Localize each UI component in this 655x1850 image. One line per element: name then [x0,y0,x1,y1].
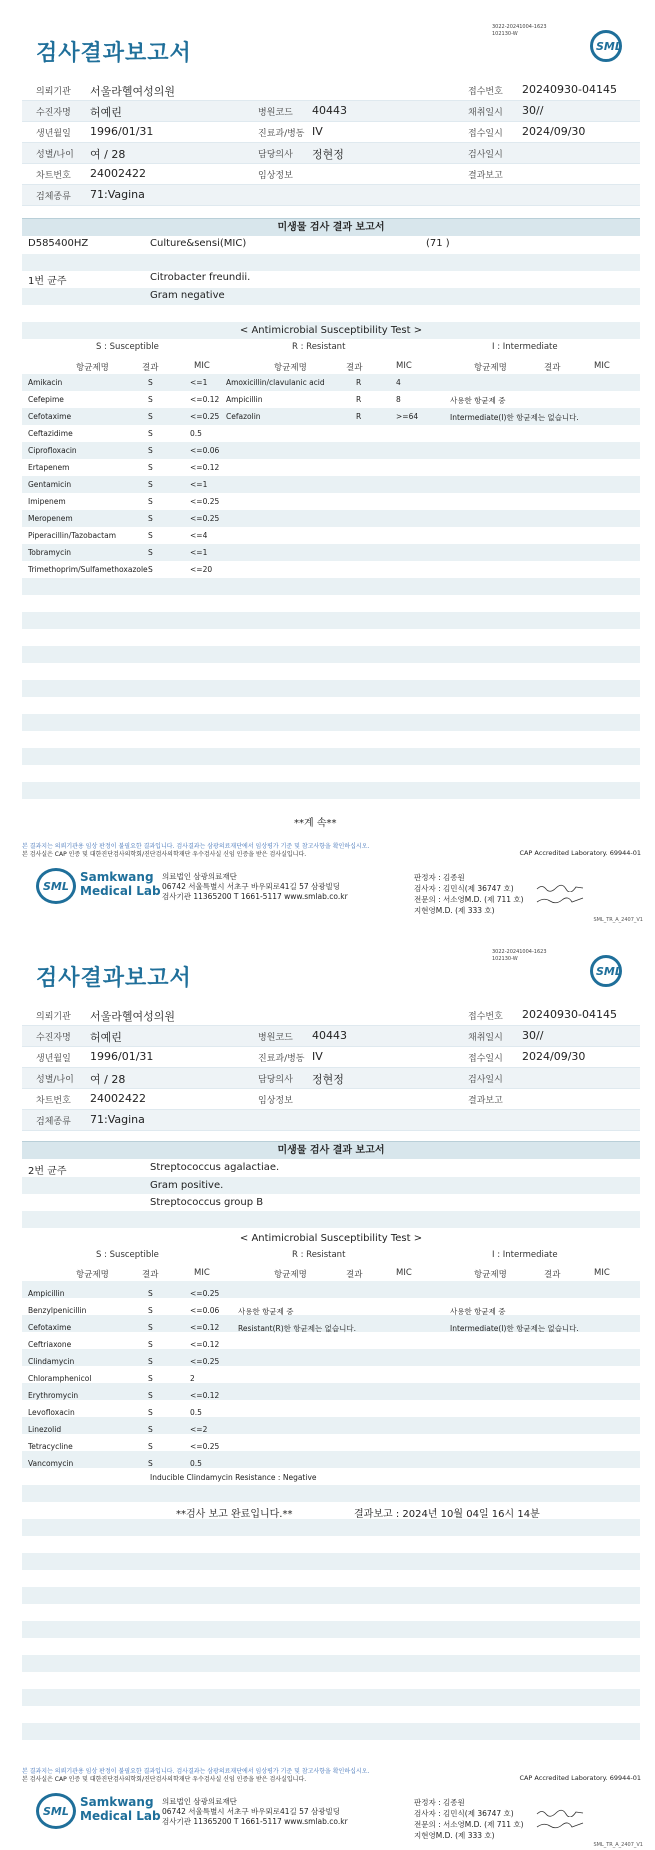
antibiotic-name: Vancomycin [28,1459,74,1468]
info-row: 차트번호 24002422 임상정보 결과보고 [22,1089,640,1110]
antibiotic-name: Erythromycin [28,1391,79,1400]
antibiotic-name: Ampicillin [28,1289,65,1298]
section-title: 미생물 검사 결과 보고서 [22,1141,640,1159]
lab-address: 의료법인 삼광의료재단 06742 서울특별시 서초구 바우뫼로41길 57 삼광빌딩 검사기관 11365200 T 1661-5117 www.smlab.co.kr [162,872,348,901]
gram-stain: Gram positive. [150,1180,224,1191]
patient-info-table [22,80,640,206]
ast-title: < Antimicrobial Susceptibility Test > [239,325,423,336]
info-row: 생년월일 1996/01/31 진료과/병동 IV 접수일시 2024/09/30 [22,1047,640,1068]
row-band [22,1485,640,1502]
signatures: 판정자 : 김종원 검사자 : 김민식(제 36747 호) 전문의 : 서소영M.D. (제 711 호) 지현영M.D. (제 333 호) [414,1798,524,1840]
test-number: (71 ) [426,238,450,249]
mic-value: 8 [396,395,401,404]
row-band [22,1349,640,1366]
antibiotic-name: Amikacin [28,378,63,387]
susceptibility-result: S [148,1425,153,1434]
susceptibility-result: R [356,378,362,387]
susceptibility-result: S [148,1340,153,1349]
row-band [22,510,640,527]
mic-value: <=0.25 [190,1357,220,1366]
signature-icon [536,1821,584,1829]
row-band [22,1417,640,1434]
susceptibility-result: S [148,1408,153,1417]
antibiotic-name: Ampicillin [226,395,263,404]
mic-value: <=0.25 [190,1289,220,1298]
organism-name: Citrobacter freundii. [150,272,251,283]
isolate-label: 2번 균주 [28,1166,67,1177]
mic-value: 0.5 [190,1408,202,1417]
row-band [22,476,640,493]
row-band [22,782,640,799]
susceptibility-result: S [148,1442,153,1451]
report-time: 결과보고 : 2024년 10월 04일 16시 14분 [354,1509,540,1520]
info-row: 의뢰기관 서울라헬여성의원 접수번호 20240930-04145 [22,1005,640,1026]
susceptibility-result: S [148,565,153,574]
mic-value: <=0.12 [190,395,220,404]
sml-logo-icon: SML [590,30,622,62]
patient-info-table [22,1005,640,1131]
susceptibility-result: S [148,1306,153,1315]
mic-value: <=0.12 [190,1340,220,1349]
row-band [22,1655,640,1672]
footer-cert: 본 검사실은 CAP 인증 및 대한진단검사의학회/진단검사의학재단 우수검사실 신임 인증을 받은 검사실입니다. [22,851,307,858]
mic-value: <=1 [190,480,208,489]
susceptibility-result: S [148,429,153,438]
antibiotic-name: Cefazolin [226,412,261,421]
susceptibility-result: S [148,463,153,472]
antibiotic-name: Linezolid [28,1425,62,1434]
row-band [22,1383,640,1400]
mic-value: <=0.12 [190,463,220,472]
mic-value: <=1 [190,378,208,387]
lab-address: 의료법인 삼광의료재단 06742 서울특별시 서초구 바우뫼로41길 57 삼광빌딩 검사기관 11365200 T 1661-5117 www.smlab.co.kr [162,1797,348,1826]
report-complete: **검사 보고 완료입니다.** [176,1509,293,1520]
antibiotic-name: Tobramycin [28,548,72,557]
susceptibility-result: S [148,1374,153,1383]
no-intermediate-note: 사용한 항균제 중 [450,396,506,405]
antibiotic-name: Clindamycin [28,1357,75,1366]
mic-value: <=0.25 [190,412,220,421]
antibiotic-name: Trimethoprim/Sulfamethoxazole [28,565,148,574]
row-band [22,714,640,731]
antibiotic-name: Tetracycline [28,1442,73,1451]
mic-value: <=1 [190,548,208,557]
footer-note: 본 결과지는 의뢰기관용 임상 판정이 불필요한 결과입니다. 검사결과는 삼광의료재단에서 임상평가 기준 및 참고사항을 확인하십시오. [22,843,370,850]
mic-value: 2 [190,1374,195,1383]
no-intermediate-note: Intermediate(I)한 항균제는 없습니다. [450,413,579,422]
row-band [22,1723,640,1740]
no-resistant-note: 사용한 항균제 중 [238,1307,294,1316]
antibiotic-name: Imipenem [28,497,66,506]
susceptibility-result: S [148,1459,153,1468]
susceptibility-result: S [148,480,153,489]
row-band [22,1519,640,1536]
legend-intermediate: I : Intermediate [492,342,558,352]
mic-value: <=0.25 [190,1442,220,1451]
document-code: 3022-20241004-1623 102130-W [492,24,547,37]
antibiotic-name: Levofloxacin [28,1408,75,1417]
reception-no-value: 20240930-04145 [522,83,617,96]
antibiotic-name: Gentamicin [28,480,72,489]
mic-value: <=0.12 [190,1391,220,1400]
test-name: Culture&sensi(MIC) [150,238,247,249]
no-intermediate-note: Intermediate(I)한 항균제는 없습니다. [450,1324,579,1333]
mic-value: <=0.06 [190,446,220,455]
gram-stain: Gram negative [150,290,225,301]
susceptibility-result: R [356,395,362,404]
antibiotic-name: Chloramphenicol [28,1374,92,1383]
continued-note: **계 속** [294,818,337,829]
susceptibility-result: S [148,378,153,387]
antibiotic-name: Ceftazidime [28,429,73,438]
row-band [22,374,640,391]
susceptibility-result: S [148,1323,153,1332]
no-intermediate-note: 사용한 항균제 중 [450,1307,506,1316]
patient-name-value: 허예린 [90,106,122,119]
row-band [22,1587,640,1604]
info-row: 성별/나이 여 / 28 담당의사 정현정 검사일시 [22,1068,640,1089]
info-row: 성별/나이 여 / 28 담당의사 정현정 검사일시 [22,143,640,164]
susceptibility-result: S [148,514,153,523]
test-code: D585400HZ [28,238,89,249]
document-title: 검사결과보고서 [36,41,192,66]
ast-title: < Antimicrobial Susceptibility Test > [239,1233,423,1244]
info-row: 검체종류 71:Vagina [22,185,640,206]
isolate-label: 1번 균주 [28,276,67,287]
mic-value: <=2 [190,1425,208,1434]
mic-value: <=0.25 [190,514,220,523]
susceptibility-result: S [148,548,153,557]
susceptibility-result: S [148,1357,153,1366]
row-band [22,680,640,697]
susceptibility-result: S [148,395,153,404]
form-version: SML_TR_A_2407_V1 [593,1842,643,1848]
row-band [22,748,640,765]
row-band [22,1689,640,1706]
susceptibility-result: S [148,531,153,540]
legend-resistant: R : Resistant [292,1250,346,1260]
sml-logo-icon: SML [590,955,622,987]
row-band [22,544,640,561]
info-row: 수진자명 허예린 병원코드 40443 채취일시 30// [22,1026,640,1047]
report-page-1: 3022-20241004-1623 102130-W 검사결과보고서 SML 의뢰기관 서울라헬여성의원 접수번호 20240930-04145 수진자명 허예린 병원코드 40443 채취일시 30// 생년월일 1996/01/31 진료과/병동 IV 접수일시 2024/09/30 성별/나이 여 / 28 담당의사 정현정 검사일시 차트번호 24002422 임상정보 결과보고 검체종류 71:Vagina 미생물 검사 결과 보고서 D585400HZ Culture&sensi(MIC) (71 ) 1번 균주 Citrobacter freundii. Gram negative < Antimicrobial Susceptibility Test > S : Susceptible R : Resistant I : Intermediate 항균제명 결과 MIC 항균제명 결과 MIC 항균제명 결과 MIC Amikacin S <=1 Cefepime S <=0.12 Cefotaxime S <=0.25 Ceftazidime S 0.5 Ciprofloxacin S <=0.06 Ertapenem S <=0.12 Gentamicin S <=1 Imipenem S <=0.25 Meropenem S <=0.25 Piperacillin/Tazobactam S <=4 Tobramycin S <=1 Trimethoprim/Sulfamethoxazole S <=20 Amoxicillin/clavulanic acid R 4 Ampicillin R 8 Cefazolin R >=64 사용한 항균제 중 Intermediate(I)한 항균제는 없습니다. **계 속** 본 결과지는 의뢰기관용 임상 판정이 불필요한 결과입니다. 검사결과는 삼광의료재단에서 임상평가 기준 및 참고사항을 확인하십시오. 본 검사실은 CAP 인증 및 대한진단검사의학회/진단검사의학재단 우수검사실 신임 인증을 받은 검사실입니다. CAP Accredited Laboratory. 69944-01 SML Samkwang Medical Lab 의료법인 삼광의료재단 06742 서울특별시 서초구 바우뫼로41길 57 삼광빌딩 검사기관 11365200 T 1661-5117 www.smlab.co.kr 판정자 : 김종원 검사자 : 김민식(제 36747 호) 전문의 : 서소영M.D. (제 711 호) 지현영M.D. (제 333 호) SML_TR_A_2407_V1 [22,24,643,923]
document-code: 3022-20241004-1623 102130-W [492,949,547,962]
antibiotic-name: Cefepime [28,395,64,404]
antibiotic-name: Cefotaxime [28,1323,72,1332]
legend-susceptible: S : Susceptible [96,1250,159,1260]
report-page-2: 3022-20241004-1623 102130-W 검사결과보고서 SML 의뢰기관 서울라헬여성의원 접수번호 20240930-04145 수진자명 허예린 병원코드 40443 채취일시 30// 생년월일 1996/01/31 진료과/병동 IV 접수일시 2024/09/30 성별/나이 여 / 28 담당의사 정현정 검사일시 차트번호 24002422 임상정보 결과보고 검체종류 71:Vagina 미생물 검사 결과 보고서 2번 균주 Streptococcus agalactiae. Gram positive. Streptococcus group B < Antimicrobial Susceptibility Test > S : Susceptible R : Resistant I : Intermediate 항균제명 결과 MIC 항균제명 결과 MIC 항균제명 결과 MIC Ampicillin S <=0.25 Benzylpenicillin S <=0.06 Cefotaxime S <=0.12 Ceftriaxone S <=0.12 Clindamycin S <=0.25 Chloramphenicol S 2 Erythromycin S <=0.12 Levofloxacin S 0.5 Linezolid S <=2 Tetracycline S <=0.25 Vancomycin S 0.5 사용한 항균제 중 Resistant(R)한 항균제는 없습니다. 사용한 항균제 중 Intermediate(I)한 항균제는 없습니다. Inducible Clindamycin Resistance : Negative **검사 보고 완료입니다.** 결과보고 : 2024년 10월 04일 16시 14분 본 결과지는 의뢰기관용 임상 판정이 불필요한 결과입니다. 검사결과는 삼광의료재단에서 임상평가 기준 및 참고사항을 확인하십시오. 본 검사실은 CAP 인증 및 대한진단검사의학회/진단검사의학재단 우수검사실 신임 인증을 받은 검사실입니다. CAP Accredited Laboratory. 69944-01 SML Samkwang Medical Lab 의료법인 삼광의료재단 06742 서울특별시 서초구 바우뫼로41길 57 삼광빌딩 검사기관 11365200 T 1661-5117 www.smlab.co.kr 판정자 : 김종원 검사자 : 김민식(제 36747 호) 전문의 : 서소영M.D. (제 711 호) 지현영M.D. (제 333 호) SML_TR_A_2407_V1 [22,949,643,1848]
row-band [22,646,640,663]
signatures: 판정자 : 김종원 검사자 : 김민식(제 36747 호) 전문의 : 서소영M.D. (제 711 호) 지현영M.D. (제 333 호) [414,873,524,915]
info-row: 차트번호 24002422 임상정보 결과보고 [22,164,640,185]
signature-icon [536,1809,584,1817]
antibiotic-name: Cefotaxime [28,412,72,421]
mic-value: <=20 [190,565,213,574]
info-row: 의뢰기관 서울라헬여성의원 접수번호 20240930-04145 [22,80,640,101]
mic-value: 4 [396,378,401,387]
row-band [22,1553,640,1570]
mic-value: <=0.06 [190,1306,220,1315]
inducible-clindamycin-result: Inducible Clindamycin Resistance : Negative [150,1473,317,1482]
form-version: SML_TR_A_2407_V1 [593,917,643,923]
cap-accreditation: CAP Accredited Laboratory. 69944-01 [519,849,641,857]
document-title: 검사결과보고서 [36,966,192,991]
mic-value: <=4 [190,531,208,540]
row-band [22,578,640,595]
susceptibility-result: S [148,497,153,506]
signature-icon [536,884,584,892]
legend-resistant: R : Resistant [292,342,346,352]
info-row: 검체종류 71:Vagina [22,1110,640,1131]
antibiotic-name: Ciprofloxacin [28,446,77,455]
row-band [22,1451,640,1468]
footer-note: 본 결과지는 의뢰기관용 임상 판정이 불필요한 결과입니다. 검사결과는 삼광의료재단에서 임상평가 기준 및 참고사항을 확인하십시오. [22,1768,370,1775]
mic-value: >=64 [396,412,419,421]
sml-logo-icon: SML [36,868,76,904]
section-title: 미생물 검사 결과 보고서 [22,218,640,236]
mic-value: <=0.12 [190,1323,220,1332]
susceptibility-result: S [148,412,153,421]
antibiotic-name: Ceftriaxone [28,1340,72,1349]
row-band [22,612,640,629]
antibiotic-name: Ertapenem [28,463,70,472]
organism-name: Streptococcus agalactiae. [150,1162,280,1173]
legend-susceptible: S : Susceptible [96,342,159,352]
row-band [22,1621,640,1638]
row-band [22,1281,640,1298]
susceptibility-result: S [148,1289,153,1298]
antibiotic-name: Piperacillin/Tazobactam [28,531,117,540]
mic-value: <=0.25 [190,497,220,506]
susceptibility-result: R [356,412,362,421]
signature-icon [536,896,584,904]
organism-group: Streptococcus group B [150,1197,264,1208]
antibiotic-name: Benzylpenicillin [28,1306,87,1315]
row-band [22,442,640,459]
cap-accreditation: CAP Accredited Laboratory. 69944-01 [519,1774,641,1782]
susceptibility-result: S [148,1391,153,1400]
institution-value: 서울라헬여성의원 [90,85,176,98]
sml-logo-icon: SML [36,1793,76,1829]
antibiotic-name: Amoxicillin/clavulanic acid [226,378,325,387]
antibiotic-name: Meropenem [28,514,73,523]
legend-intermediate: I : Intermediate [492,1250,558,1260]
info-row: 생년월일 1996/01/31 진료과/병동 IV 접수일시 2024/09/30 [22,122,640,143]
mic-value: 0.5 [190,429,202,438]
footer-cert: 본 검사실은 CAP 인증 및 대한진단검사의학회/진단검사의학재단 우수검사실 신임 인증을 받은 검사실입니다. [22,1776,307,1783]
mic-value: 0.5 [190,1459,202,1468]
susceptibility-result: S [148,446,153,455]
no-resistant-note: Resistant(R)한 항균제는 없습니다. [238,1324,357,1333]
info-row: 수진자명 허예린 병원코드 40443 채취일시 30// [22,101,640,122]
